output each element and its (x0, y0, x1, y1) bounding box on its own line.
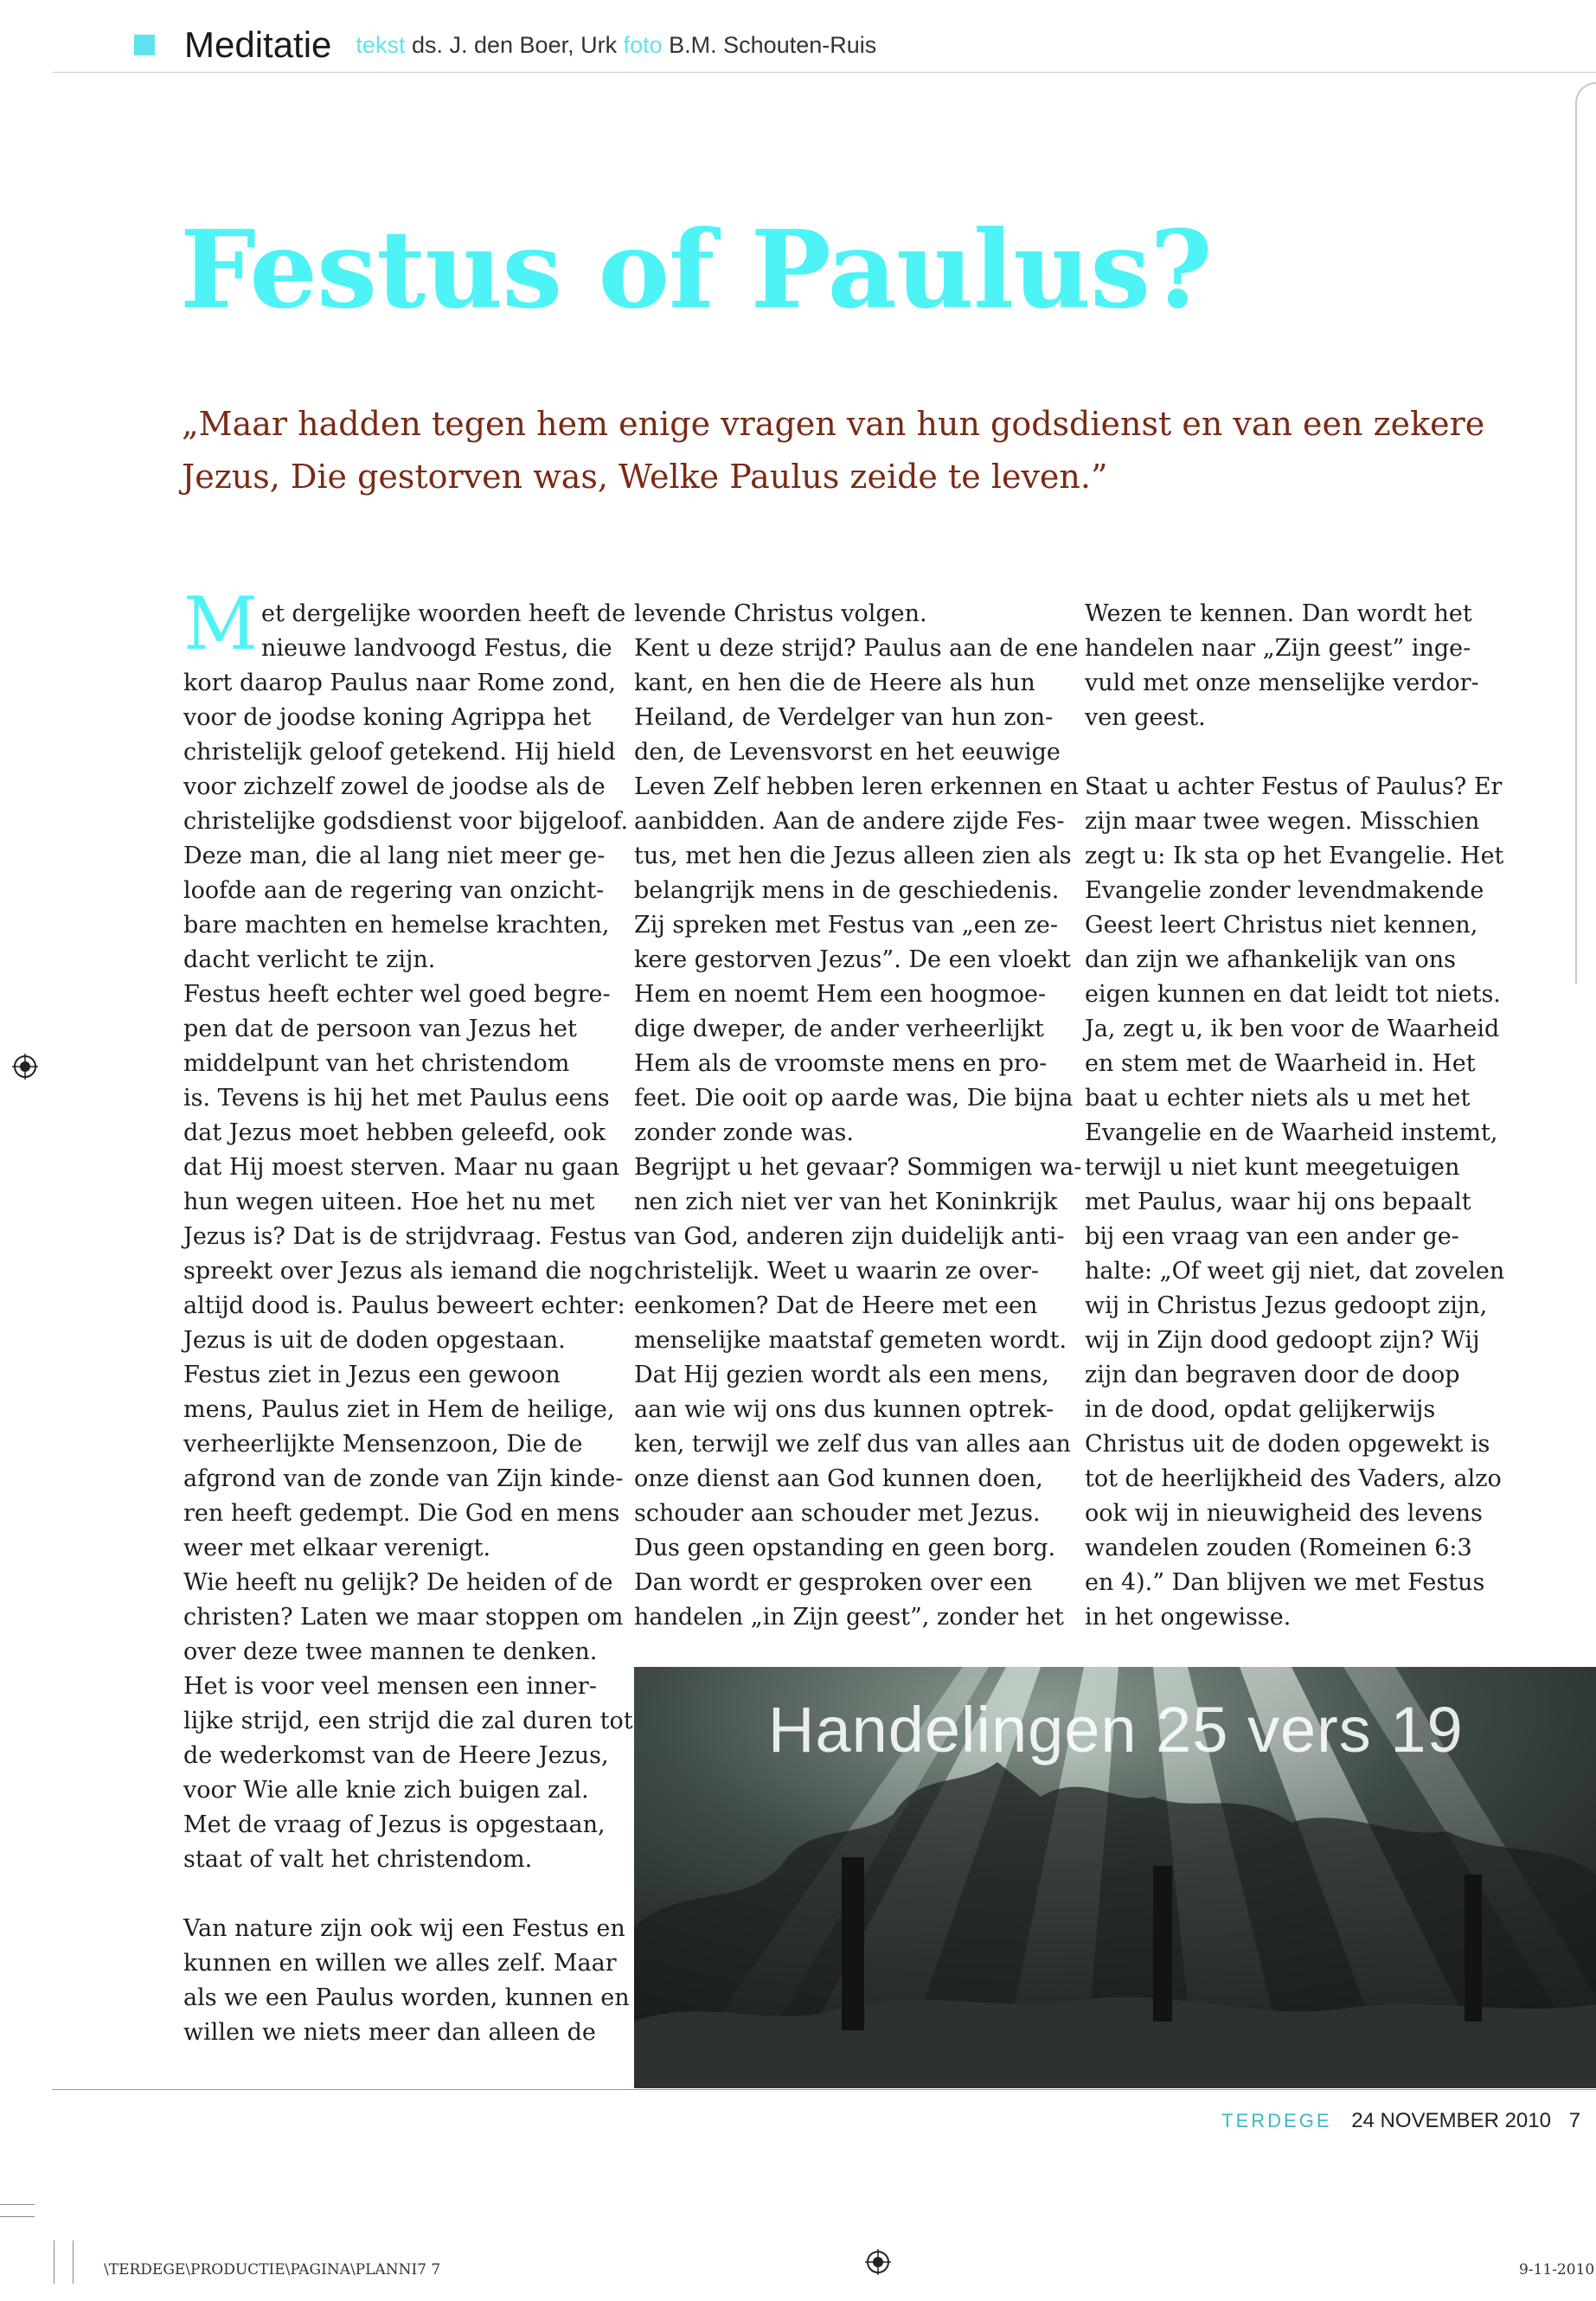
crop-mark (0, 2204, 35, 2205)
text-line: dat Hij moest sterven. Maar nu gaan (183, 1154, 620, 1181)
text-line: terwijl u niet kunt meegetuigen (1085, 1154, 1460, 1181)
text-line: menselijke maatstaf gemeten wordt. (634, 1327, 1067, 1354)
text-line: de wederkomst van de Heere Jezus, (183, 1742, 609, 1769)
text-line: Wie heeft nu gelijk? De heiden of de (183, 1569, 613, 1596)
text-line: Deze man, die al lang niet meer ge- (183, 843, 606, 869)
registration-mark-icon (865, 2249, 891, 2275)
text-line: belangrijk mens in de geschiedenis. (634, 877, 1060, 904)
text-line: Evangelie zonder levendmakende (1085, 877, 1484, 904)
text-line: Hem als de vroomste mens en pro- (634, 1050, 1048, 1077)
text-line: loofde aan de regering van onzicht- (183, 877, 605, 904)
registration-mark-icon (12, 1054, 38, 1080)
text-line: voor de joodse koning Agrippa het (183, 704, 592, 731)
text-line: kant, en hen die de Heere als hun (634, 670, 1035, 696)
text-line: Dan wordt er gesproken over een (634, 1569, 1033, 1596)
author: ds. J. den Boer, Urk (411, 31, 618, 58)
photographer: B.M. Schouten-Ruis (669, 31, 877, 58)
text-line: aan wie wij ons dus kunnen optrek- (634, 1396, 1054, 1423)
crop-mark (73, 2240, 74, 2284)
text-line: bare machten en hemelse krachten, (183, 912, 610, 939)
text-line: Geest leert Christus niet kennen, (1085, 912, 1478, 939)
text-line: in het ongewisse. (1085, 1604, 1292, 1631)
forest-light-photo (634, 1667, 1596, 2088)
text-line: verheerlijkte Mensenzoon, Die de (183, 1431, 583, 1458)
page-footer (1221, 2109, 1580, 2133)
text-line: christen? Laten we maar stoppen om (183, 1604, 624, 1631)
text-line: lijke strijd, een strijd die zal duren tot (183, 1708, 633, 1734)
section-square-icon (134, 35, 155, 55)
text-line: over deze twee mannen te denken. (183, 1638, 598, 1665)
text-line: spreekt over Jezus als iemand die nog (183, 1258, 633, 1285)
text-line: vuld met onze menselijke verdor- (1085, 670, 1479, 696)
text-line: Ja, zegt u, ik ben voor de Waarheid (1085, 1016, 1500, 1042)
text-line: wandelen zouden (Romeinen 6:3 (1085, 1535, 1472, 1561)
text-line: eenkomen? Dat de Heere met een (634, 1292, 1038, 1319)
text-line: bij een vraag van een ander ge- (1085, 1223, 1459, 1250)
text-line: Met de vraag of Jezus is opgestaan, (183, 1811, 606, 1838)
text-line: Zij spreken met Festus van „een ze- (634, 912, 1059, 939)
text-line: mens, Paulus ziet in Hem de heilige, (183, 1396, 615, 1423)
text-line: levende Christus volgen. (634, 600, 927, 627)
magazine-name: TERDEGE (1221, 2110, 1332, 2131)
text-line: schouder aan schouder met Jezus. (634, 1500, 1041, 1527)
text-line: zegt u: Ik sta op het Evangelie. Het (1085, 843, 1504, 869)
text-line: den, de Levensvorst en het eeuwige (634, 739, 1061, 766)
text-line: aanbidden. Aan de andere zijde Fes- (634, 808, 1065, 835)
text-line: middelpunt van het christendom (183, 1050, 570, 1077)
text-line: kunnen en willen we alles zelf. Maar (183, 1950, 617, 1977)
photo-caption: Handelingen 25 vers 19 (768, 1694, 1464, 1766)
article-title: Festus of Paulus? (180, 208, 1212, 333)
text-line: wij in Christus Jezus gedoopt zijn, (1085, 1292, 1488, 1319)
text-line: Evangelie en de Waarheid instemt, (1085, 1119, 1498, 1146)
drop-cap: M (183, 581, 259, 666)
footer-divider (52, 2089, 1596, 2090)
text-line: Festus ziet in Jezus een gewoon (183, 1362, 561, 1388)
text-line: Van nature zijn ook wij een Festus en (183, 1915, 625, 1942)
text-line: en 4).” Dan blijven we met Festus (1085, 1569, 1485, 1596)
text-line: nen zich niet ver van het Koninkrijk (634, 1189, 1058, 1215)
body-column-2 (634, 597, 1081, 1635)
text-line: kort daarop Paulus naar Rome zond, (183, 670, 616, 696)
photo-label: foto (623, 31, 663, 58)
text-line: Dat Hij gezien wordt als een mens, (634, 1362, 1049, 1388)
bible-quote: „Maar hadden tegen hem enige vragen van hun godsdienst en van een zekere Jezus, Die gestorven was, Welke Paulus zeide te leven.” (182, 405, 1485, 496)
text-line: nieuwe landvoogd Festus, die (261, 635, 612, 662)
text-label: tekst (356, 31, 406, 58)
text-line: ven geest. (1085, 704, 1206, 731)
text-line: Heiland, de Verdelger van hun zon- (634, 704, 1054, 731)
text-line: christelijke godsdienst voor bijgeloof. (183, 808, 629, 835)
page-edge-frame (1575, 82, 1596, 984)
text-line: Staat u achter Festus of Paulus? Er (1085, 773, 1503, 800)
text-line: dan zijn we afhankelijk van ons (1085, 946, 1456, 973)
text-line: wij in Zijn dood gedoopt zijn? Wij (1085, 1327, 1480, 1354)
text-line: ook wij in nieuwigheid des levens (1085, 1500, 1483, 1527)
text-line: dacht verlicht te zijn. (183, 946, 436, 973)
text-line: Kent u deze strijd? Paulus aan de ene (634, 635, 1079, 662)
text-line: zijn maar twee wegen. Misschien (1085, 808, 1480, 835)
text-line: met Paulus, waar hij ons bepaalt (1085, 1189, 1471, 1215)
text-line: van God, anderen zijn duidelijk anti- (634, 1223, 1065, 1250)
text-line: en stem met de Waarheid in. Het (1085, 1050, 1476, 1077)
text-line: baat u echter niets als u met het (1085, 1085, 1471, 1112)
text-line: afgrond van de zonde van Zijn kinde- (183, 1465, 624, 1492)
text-line: tot de heerlijkheid des Vaders, alzo (1085, 1465, 1502, 1492)
text-line: hun wegen uiteen. Hoe het nu met (183, 1189, 595, 1215)
text-line: Dus geen opstanding en geen borg. (634, 1535, 1056, 1561)
text-line: tus, met hen die Jezus alleen zien als (634, 843, 1072, 869)
text-line: eigen kunnen en dat leidt tot niets. (1085, 981, 1501, 1008)
text-line: onze dienst aan God kunnen doen, (634, 1465, 1043, 1492)
section-title: Meditatie (184, 24, 332, 65)
issue-date: 24 NOVEMBER 2010 (1351, 2109, 1551, 2132)
header-divider (52, 72, 1596, 73)
text-line: Jezus is uit de doden opgestaan. (183, 1327, 566, 1354)
text-line: zonder zonde was. (634, 1119, 854, 1146)
text-line: ken, terwijl we zelf dus van alles aan (634, 1431, 1071, 1458)
text-line: ren heeft gedempt. Die God en mens (183, 1500, 620, 1527)
text-line: als we een Paulus worden, kunnen en (183, 1984, 630, 2011)
article-header (134, 19, 876, 71)
text-line: Hem en noemt Hem een hoogmoe- (634, 981, 1047, 1008)
print-date: 9-11-2010 (1519, 2261, 1595, 2279)
text-line: handelen „in Zijn geest”, zonder het (634, 1604, 1064, 1631)
text-line: dige dweper, de ander verheerlijkt (634, 1016, 1044, 1042)
text-line: voor Wie alle knie zich buigen zal. (183, 1777, 589, 1804)
text-line (183, 1877, 633, 1912)
text-line: willen we niets meer dan alleen de (183, 2019, 596, 2046)
text-line: christelijk. Weet u waarin ze over- (634, 1258, 1039, 1285)
text-line: in de dood, opdat gelijkerwijs (1085, 1396, 1436, 1423)
text-line: staat of valt het christendom. (183, 1846, 533, 1873)
text-line: dat Jezus moet hebben geleefd, ook (183, 1119, 606, 1146)
crop-mark (0, 2216, 35, 2217)
text-line: altijd dood is. Paulus beweert echter: (183, 1292, 625, 1319)
print-file-path: \TERDEGE\PRODUCTIE\PAGINA\PLANNI7 7 (104, 2261, 441, 2279)
text-line: voor zichzelf zowel de joodse als de (183, 773, 606, 800)
text-line: Festus heeft echter wel goed begre- (183, 981, 611, 1008)
text-line (1085, 735, 1504, 770)
text-line: Leven Zelf hebben leren erkennen en (634, 773, 1079, 800)
text-line: Christus uit de doden opgewekt is (1085, 1431, 1490, 1458)
text-line: halte: „Of weet gij niet, dat zovelen (1085, 1258, 1505, 1285)
text-line: weer met elkaar verenigt. (183, 1535, 491, 1561)
text-line: zijn dan begraven door de doop (1085, 1362, 1460, 1388)
text-line: pen dat de persoon van Jezus het (183, 1016, 577, 1042)
text-line: is. Tevens is hij het met Paulus eens (183, 1085, 610, 1112)
text-line: Het is voor veel mensen een inner- (183, 1673, 597, 1700)
text-line: Wezen te kennen. Dan wordt het (1085, 600, 1472, 627)
text-line: et dergelijke woorden heeft de (261, 600, 626, 627)
text-line: Begrijpt u het gevaar? Sommigen wa- (634, 1154, 1082, 1181)
body-column-1 (183, 581, 633, 2046)
text-line: feet. Die ooit op aarde was, Die bijna (634, 1085, 1074, 1112)
page-number: 7 (1568, 2109, 1580, 2132)
text-line: kere gestorven Jezus”. De een vloekt (634, 946, 1071, 973)
text-line: christelijk geloof getekend. Hij hield (183, 739, 616, 766)
body-column-3 (1085, 597, 1504, 1635)
text-line: handelen naar „Zijn geest” inge- (1085, 635, 1471, 662)
text-line: Jezus is? Dat is de strijdvraag. Festus (183, 1223, 627, 1250)
